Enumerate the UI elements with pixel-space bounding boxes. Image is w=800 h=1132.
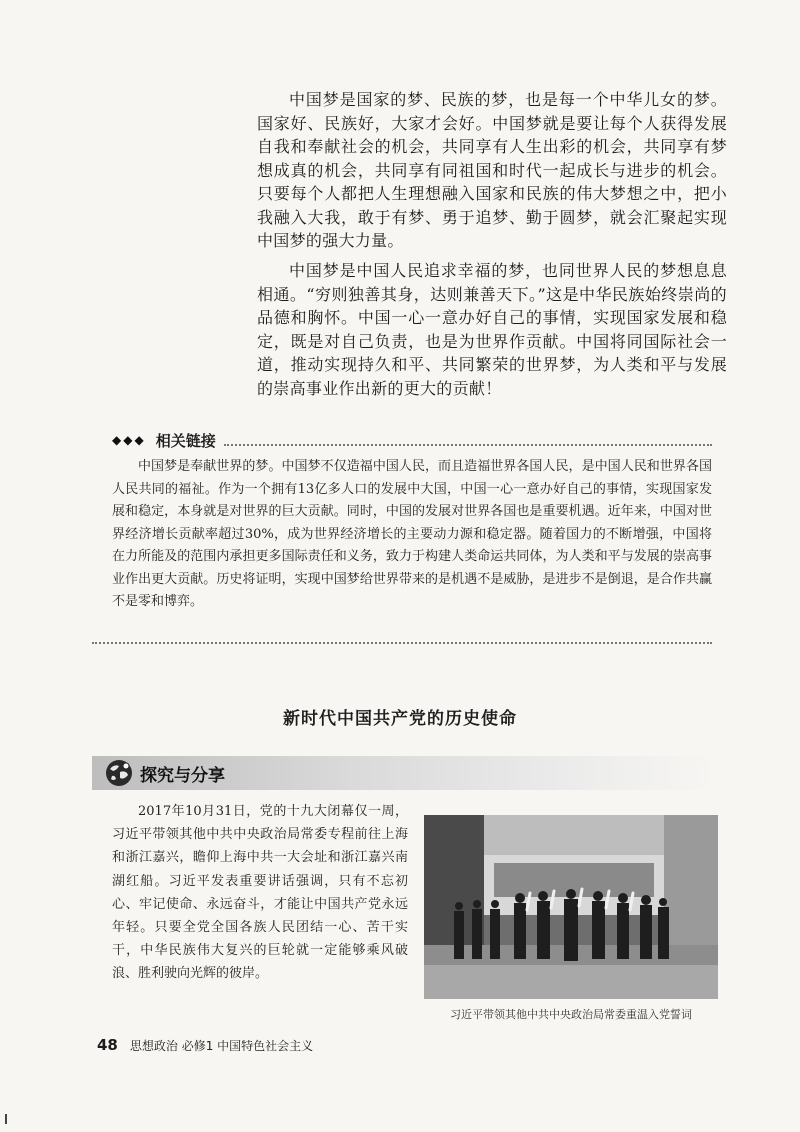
related-link-title: 相关链接 [155,431,216,450]
photo-oath-ceremony [424,815,718,999]
explore-share-header [92,756,718,790]
related-link-text: 中国梦是奉献世界的梦。中国梦不仅造福中国人民，而且造福世界各国人民，是中国人民和世界各国人民共同的福祉。作为一个拥有13亿多人口的发展中大国，中国一心一意办好自己的事情，实现国家发展和稳定，本身就是对世界的巨大贡献。同时，中国的发展对世界各国也是重要机遇。近年来，中国对世界经济增长贡献率超过30%，成为世界经济增长的主要动力源和稳定器。随着国力的不断增强，中国将在力所能及的范围内承担更多国际责任和义务，致力于构建人类命运共同体，为人类和平与发展的崇高事业作出更大贡献。历史将证明，实现中国梦给世界带来的是机遇不是威胁，是进步不是倒退，是合作共赢不是零和博弈。 [112,459,712,609]
photo-caption: 习近平带领其他中共中央政治局常委重温入党誓词 [450,1008,692,1021]
scan-mark [5,1114,7,1124]
body-paragraph: 中国梦是国家的梦、民族的梦，也是每一个中华儿女的梦。国家好、民族好，大家才会好。中国梦就是要让每个人获得发展自我和奉献社会的机会，共同享有人生出彩的机会，共同享有梦想成真的机会，共同享有同祖国和时代一起成长与进步的机会。只要每个人都把人生理想融入国家和民族的伟大梦想之中，把小我融入大我，敢于有梦、勇于追梦、勤于圆梦，就会汇聚起实现中国梦的强大力量。 [257,90,727,250]
dotted-divider [92,642,712,644]
dotted-divider [224,435,712,446]
related-link-header [112,430,712,450]
body-paragraph: 中国梦是中国人民追求幸福的梦，也同世界人民的梦想息息相通。“穷则独善其身，达则兼善天下。”这是中华民族始终崇尚的品德和胸怀。中国一心一意办好自己的事情，实现国家发展和稳定，既是对自己负责，也是为世界作贡献。中国将同国际社会一道，推动实现持久和平、共同繁荣的世界梦，为人类和平与发展的崇高事业作出新的更大的贡献！ [257,261,727,398]
explore-text: 2017年10月31日，党的十九大闭幕仅一周，习近平带领其他中共中央政治局常委专程前往上海和浙江嘉兴，瞻仰上海中共一大会址和浙江嘉兴南湖红船。习近平发表重要讲话强调，只有不忘初心、牢记使命、永远奋斗，才能让中国共产党永远年轻。只要全党全国各族人民团结一心、苦干实干，中华民族伟大复兴的巨轮就一定能够乘风破浪、胜利驶向光辉的彼岸。 [112,804,408,982]
section-title: 新时代中国共产党的历史使命 [283,709,517,729]
explore-share-label: 探究与分享 [140,765,225,786]
diamond-icon: ◆◆◆ [112,433,146,447]
page-number: 48 [97,1036,118,1054]
globe-icon [104,758,134,788]
page-footer [97,1036,313,1054]
book-title: 思想政治 必修1 中国特色社会主义 [129,1039,314,1053]
